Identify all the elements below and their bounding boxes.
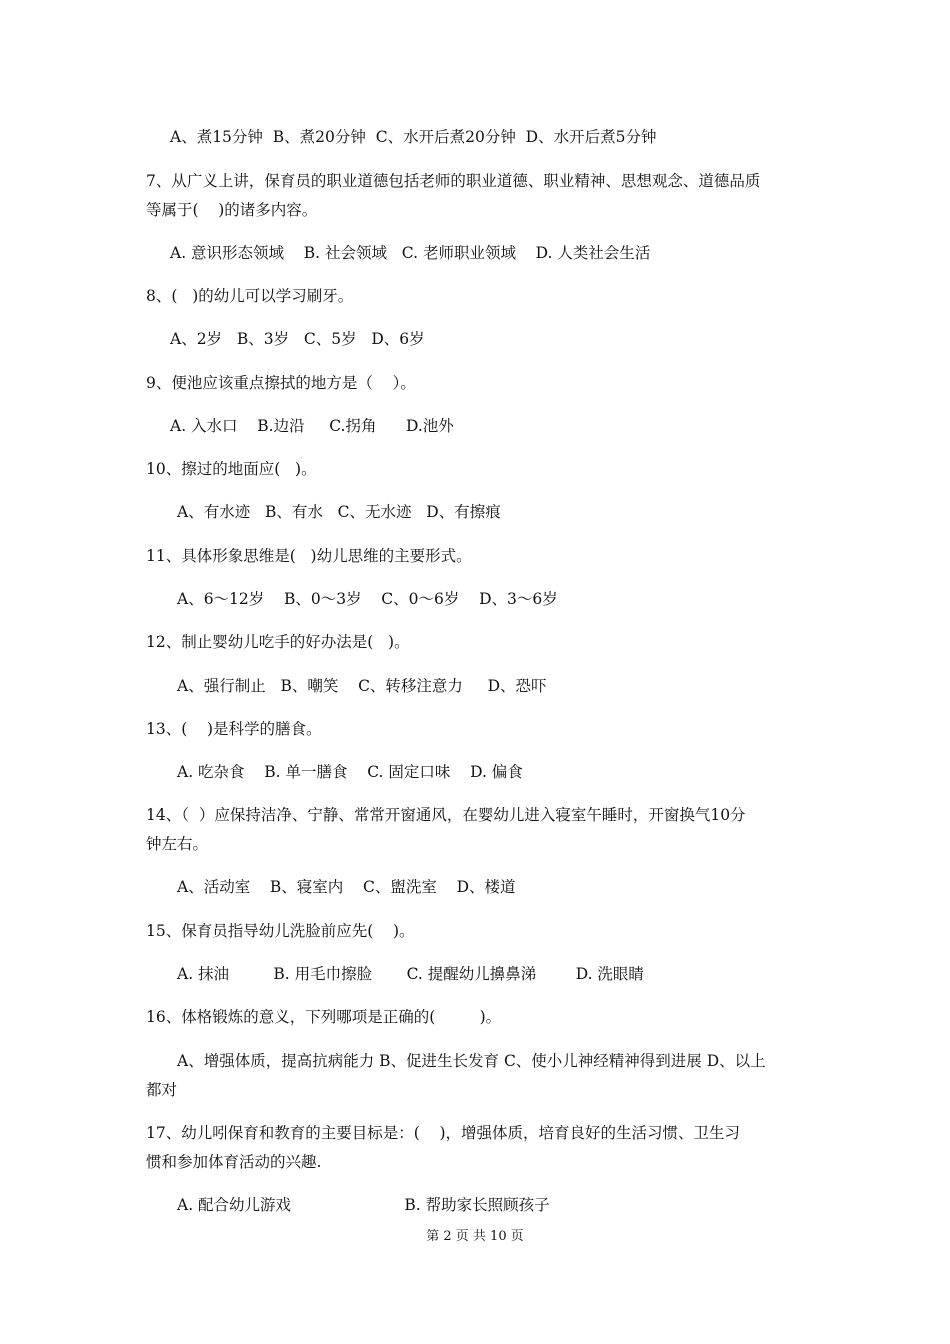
- q17-options: A. 配合幼儿游戏 B. 帮助家长照顾孩子: [177, 1196, 550, 1214]
- q13-text: 13、( )是科学的膳食。: [146, 720, 322, 738]
- q8-text: 8、( )的幼儿可以学习刷牙。: [146, 287, 354, 305]
- q16-text: 16、体格锻炼的意义，下列哪项是正确的( )。: [146, 1008, 502, 1026]
- q11-options: A、6～12岁 B、0～3岁 C、0～6岁 D、3～6岁: [177, 590, 558, 608]
- q9-options: A. 入水口 B.边沿 C.拐角 D.池外: [170, 417, 454, 435]
- q17-text-1: 17、幼儿吲保育和教育的主要目标是：( )，增强体质，培育良好的生活习惯、卫生习: [146, 1124, 741, 1142]
- q15-text: 15、保育员指导幼儿洗脸前应先( )。: [146, 922, 415, 940]
- q12-text: 12、制止婴幼儿吃手的好办法是( )。: [146, 633, 410, 651]
- q14-text-2: 钟左右。: [146, 835, 209, 853]
- q17-text-2: 惯和参加体育活动的兴趣.: [146, 1153, 322, 1171]
- q10-options: A、有水迹 B、有水 C、无水迹 D、有擦痕: [177, 503, 501, 521]
- q7-text-1: 7、从广义上讲，保育员的职业道德包括老师的职业道德、职业精神、思想观念、道德品质: [146, 172, 761, 190]
- q13-options: A. 吃杂食 B. 单一膳食 C. 固定口味 D. 偏食: [177, 763, 523, 781]
- q8-options: A、2岁 B、3岁 C、5岁 D、6岁: [170, 330, 425, 348]
- q16-options-1: A、增强体质，提高抗病能力 B、促进生长发育 C、使小儿神经精神得到进展 D、以上: [177, 1052, 766, 1070]
- q7-text-2: 等属于( )的诸多内容。: [146, 201, 318, 219]
- q11-text: 11、具体形象思维是( )幼儿思维的主要形式。: [146, 547, 472, 565]
- page-footer: 第 2 页 共 10 页: [426, 1229, 524, 1244]
- q14-text-1: 14、（ ）应保持洁净、宁静、常常开窗通风，在婴幼儿进入寝室午睡时，开窗换气10分: [146, 806, 746, 824]
- q9-text: 9、便池应该重点擦拭的地方是（ ）。: [146, 374, 416, 392]
- q14-options: A、活动室 B、寝室内 C、盥洗室 D、楼道: [177, 878, 516, 896]
- q6-options: A、煮15分钟 B、煮20分钟 C、水开后煮20分钟 D、水开后煮5分钟: [170, 128, 657, 146]
- q10-text: 10、擦过的地面应( )。: [146, 460, 317, 478]
- q12-options: A、强行制止 B、嘲笑 C、转移注意力 D、恐吓: [177, 677, 547, 695]
- q7-options: A. 意识形态领域 B. 社会领域 C. 老师职业领域 D. 人类社会生活: [170, 244, 651, 262]
- q15-options: A. 抹油 B. 用毛巾擦脸 C. 提醒幼儿擤鼻涕 D. 洗眼睛: [177, 965, 644, 983]
- q16-options-2: 都对: [146, 1081, 178, 1099]
